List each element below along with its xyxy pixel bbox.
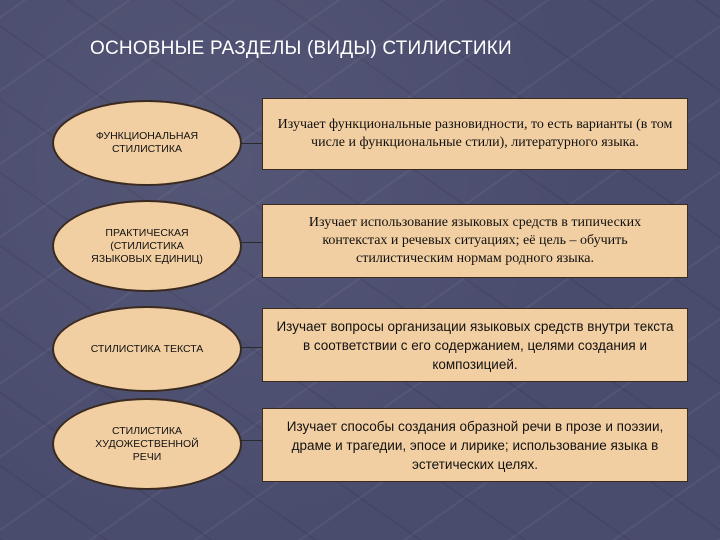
section-name: СТИЛИСТИКА ХУДОЖЕСТВЕННОЙ РЕЧИ bbox=[95, 424, 199, 463]
section-ellipse-functional bbox=[52, 100, 242, 186]
connector-line bbox=[240, 143, 264, 144]
section-ellipse-artistic bbox=[52, 398, 242, 490]
section-description-box bbox=[262, 204, 688, 278]
connector-line bbox=[240, 347, 264, 348]
connector-line bbox=[240, 440, 264, 441]
section-name: ПРАКТИЧЕСКАЯ (СТИЛИСТИКА ЯЗЫКОВЫХ ЕДИНИЦ) bbox=[91, 226, 203, 265]
slide-title: ОСНОВНЫЕ РАЗДЕЛЫ (ВИДЫ) СТИЛИСТИКИ bbox=[90, 38, 512, 59]
section-description-box bbox=[262, 408, 688, 482]
section-name: СТИЛИСТИКА ТЕКСТА bbox=[90, 342, 204, 355]
section-description-box bbox=[262, 308, 688, 382]
section-description-box bbox=[262, 98, 688, 170]
section-description: Изучает способы создания образной речи в прозе и поэзии, драме и трагедии, эпосе и лирике; использование языка в эстетических целях. bbox=[286, 418, 664, 472]
section-ellipse-practical bbox=[52, 200, 242, 292]
section-description: Изучает функциональные разновидности, то есть варианты (в том числе и функциональные стили), литературного языка. bbox=[277, 117, 673, 150]
section-description: Изучает использование языковых средств в типических контекстах и речевых ситуациях; её цель – обучить стилистическим нормам родного языка. bbox=[308, 215, 642, 266]
section-ellipse-text bbox=[52, 306, 242, 392]
section-description: Изучает вопросы организации языковых средств внутри текста в соответствии с его содержанием, целями создания и композицией. bbox=[276, 318, 674, 372]
section-name: ФУНКЦИОНАЛЬНАЯ СТИЛИСТИКА bbox=[95, 130, 199, 155]
connector-line bbox=[240, 242, 264, 243]
